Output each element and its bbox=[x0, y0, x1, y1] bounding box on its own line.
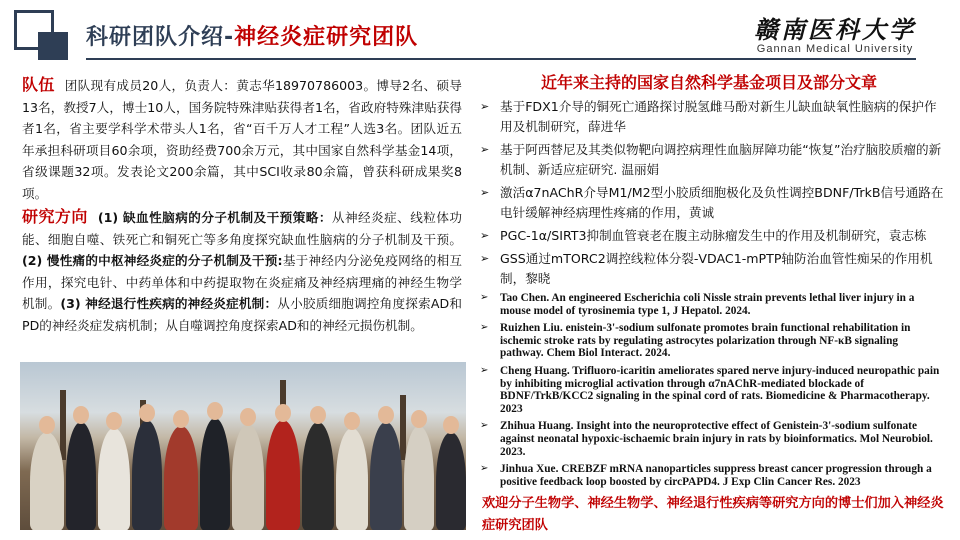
paper-item-text: Zhihua Huang. Insight into the neuroprotective effect of Genistein-3'-sodium sulfonate against neonatal hypoxic-ischaemic brain injury in rats by bioinformatics. Mol Neurobiol. 2023. bbox=[500, 420, 933, 458]
direction-1-text: 从神经炎症、线粒体功能、细胞自噬、铁死亡和铜死亡等多角度探究缺血性脑病的分子机制及干预。 bbox=[22, 210, 462, 247]
paper-item-text: Ruizhen Liu. enistein-3'-sodium sulfonate promotes brain functional rehabilitation in ischemic stroke rats by regulating astrocytes polarization through NF-κB signaling pathway. Chem Biol Interact. 2024. bbox=[500, 322, 911, 360]
university-logo bbox=[754, 10, 916, 55]
arrow-bullet-icon: ➢ bbox=[480, 364, 489, 376]
projects-title: 近年来主持的国家自然科学基金项目及部分文章 bbox=[540, 73, 877, 92]
university-logo-cn: 赣南医科大学 bbox=[754, 15, 916, 44]
page-title bbox=[86, 20, 418, 51]
arrow-bullet-icon: ➢ bbox=[480, 100, 490, 113]
project-item bbox=[474, 249, 944, 289]
paper-item bbox=[474, 463, 944, 488]
left-column bbox=[22, 74, 462, 336]
arrow-bullet-icon: ➢ bbox=[480, 463, 489, 475]
paper-item-text: Tao Chen. An engineered Escherichia coli Nissle strain prevents lethal liver injury in a mouse model of tyrosinemia type 1, J Hepatol. 2024. bbox=[500, 292, 915, 317]
direction-3-label: (3) 神经退行性疾病的神经炎症机制： bbox=[60, 296, 278, 311]
project-item-text: 基于FDX1介导的铜死亡通路探讨脱氢雌马酚对新生儿缺血缺氧性脑病的保护作用及机制研究，薛进华 bbox=[500, 99, 937, 134]
arrow-bullet-icon: ➢ bbox=[480, 420, 489, 432]
page-title-part1: 科研团队介绍- bbox=[86, 25, 235, 50]
arrow-bullet-icon: ➢ bbox=[480, 229, 490, 242]
project-item bbox=[474, 140, 944, 180]
project-item-text: 基于阿西替尼及其类似物靶向调控病理性血脑屏障功能“恢复”治疗脑胶质瘤的新机制、新适应症研究. 温丽娟 bbox=[500, 142, 942, 177]
title-divider bbox=[86, 58, 916, 60]
paper-item bbox=[474, 322, 944, 360]
research-paragraph bbox=[22, 206, 462, 336]
paper-item bbox=[474, 365, 944, 415]
arrow-bullet-icon: ➢ bbox=[480, 322, 489, 334]
project-item-text: 激活α7nAChR介导M1/M2型小胶质细胞极化及负性调控BDNF/TrkB信号通路在电针缓解神经病理性疼痛的作用，黄诚 bbox=[500, 185, 944, 220]
direction-2-text: 基于神经内分泌免疫网络的相互作用，探究电针、中药单体和中药提取物在炎症痛及神经病理痛的神经生物学机制。 bbox=[22, 253, 463, 311]
team-text: 团队现有成员20人，负责人：黄志华18970786003。博导2名、硕导13名，教授7人，博士10人，国务院特殊津贴获得者1名，省政府特殊津贴获得者1名，省主要学科学术带头人1名，省“百千万人才工程”人选3名。团队近五年承担科研项目60余项，资助经费700余万元，其中国家自然科学基金14项，省级课题32项。发表论文200余篇，其中SCI收录80余篇，曾获科研成果奖8项。 bbox=[22, 78, 462, 201]
direction-3-text: 从小胶质细胞调控角度探索AD和PD的神经炎症发病机制；从自噬调控角度探索AD和的神经元损伤机制。 bbox=[22, 296, 462, 333]
project-item bbox=[474, 183, 944, 223]
arrow-bullet-icon: ➢ bbox=[480, 252, 490, 265]
arrow-bullet-icon: ➢ bbox=[480, 186, 490, 199]
page-title-part2: 神经炎症研究团队 bbox=[234, 25, 419, 50]
paper-item bbox=[474, 420, 944, 458]
paper-item-text: Cheng Huang. Trifluoro-icaritin ameliorates spared nerve injury-induced neuropathic pain by inhibiting microglial activation through α7nAChR-mediated blockade of BDNF/TrkB/KCC2 signaling in the spinal cord of rats. Biomedicine & Pharmacotherapy. 2023 bbox=[500, 364, 940, 415]
team-group-photo bbox=[20, 362, 466, 530]
arrow-bullet-icon: ➢ bbox=[480, 143, 490, 156]
university-logo-en: Gannan Medical University bbox=[756, 43, 914, 55]
research-heading: 研究方向 bbox=[22, 207, 88, 226]
welcome-message: 欢迎分子生物学、神经生物学、神经退行性疾病等研究方向的博士们加入神经炎症研究团队 bbox=[482, 496, 944, 534]
paper-item bbox=[474, 292, 944, 317]
arrow-bullet-icon: ➢ bbox=[480, 292, 489, 303]
paper-item-text: Jinhua Xue. CREBZF mRNA nanoparticles suppress breast cancer progression through a positive feedback loop boosted by circPAPD4. J Exp Clin Cancer Res. 2023 bbox=[500, 463, 932, 488]
team-heading: 队伍 bbox=[22, 75, 55, 94]
project-item-text: GSS通过mTORC2调控线粒体分裂-VDAC1-mPTP轴防治血管性痴呆的作用机制，黎晓 bbox=[500, 251, 933, 286]
project-item bbox=[474, 226, 944, 246]
header-logo-deco bbox=[14, 10, 72, 60]
project-list bbox=[474, 97, 944, 289]
direction-1-label: (1) 缺血性脑病的分子机制及干预策略： bbox=[97, 210, 332, 225]
team-paragraph bbox=[22, 74, 462, 204]
paper-list bbox=[474, 292, 944, 488]
project-item-text: PGC-1α/SIRT3抑制血管衰老在腹主动脉瘤发生中的作用及机制研究，袁志栋 bbox=[500, 228, 927, 243]
project-item bbox=[474, 97, 944, 137]
direction-2-label: (2) 慢性痛的中枢神经炎症的分子机制及干预: bbox=[22, 253, 283, 268]
right-column bbox=[474, 70, 944, 537]
deco-square-filled bbox=[38, 32, 68, 60]
